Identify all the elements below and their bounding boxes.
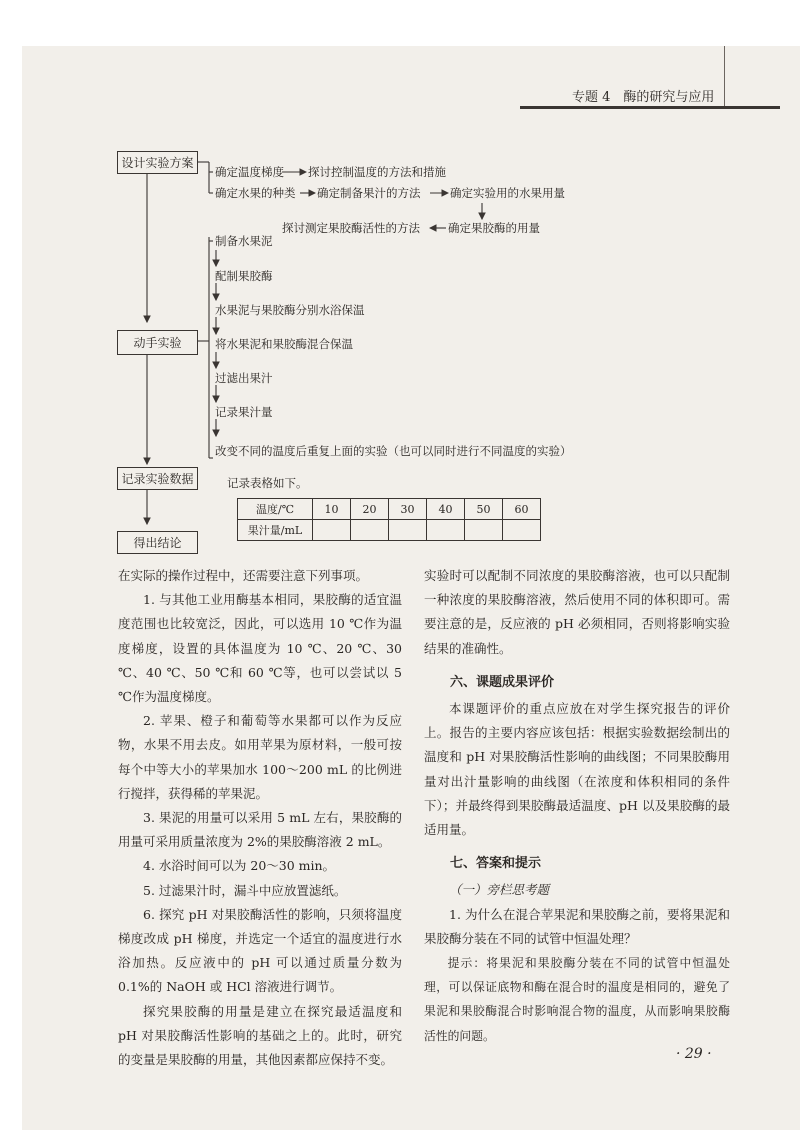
table-cell-empty [503, 520, 541, 541]
plan-fruit-type: 确定水果的种类 [215, 186, 296, 200]
paragraph: 2. 苹果、橙子和葡萄等水果都可以作为反应物，水果不用去皮。如用苹果为原材料，一般可按每个中等大小的苹果加水 100～200 mL 的比例进行搅拌，获得稀的苹果泥。 [118, 713, 402, 801]
exp-step-enzyme: 配制果胶酶 [215, 269, 273, 283]
flow-step-conclusion: 得出结论 [117, 531, 198, 554]
table-row [238, 499, 541, 520]
table-cell-empty [351, 520, 389, 541]
section-heading: 六、课题成果评价 [450, 674, 555, 690]
exp-step-mix: 将水果泥和果胶酶混合保温 [215, 337, 353, 351]
table-cell-empty [465, 520, 503, 541]
exp-step-water-bath: 水果泥与果胶酶分别水浴保温 [215, 303, 365, 317]
exp-step-filter: 过滤出果汁 [215, 371, 273, 385]
plan-juice-method: 确定制备果汁的方法 [317, 186, 421, 200]
plan-temp-gradient: 确定温度梯度 [215, 165, 284, 179]
exp-step-record-juice: 记录果汁量 [215, 405, 273, 419]
paragraph: 5. 过滤果汁时，漏斗中应放置滤纸。 [143, 882, 347, 898]
exp-step-fruit-puree: 制备水果泥 [215, 234, 273, 248]
table-cell: 40 [427, 499, 465, 520]
subsection-label: （一）旁栏思考题 [449, 882, 550, 898]
exp-step-repeat: 改变不同的温度后重复上面的实验（也可以同时进行不同温度的实验） [215, 444, 572, 458]
right-text-column [424, 564, 730, 1048]
paragraph: 探究果胶酶的用量是建立在探究最适温度和 pH 对果胶酶活性影响的基础之上的。此时，研究的变量是果胶酶的用量，其他因素都应保持不变。 [118, 1003, 402, 1068]
subsection-heading [424, 878, 730, 902]
chapter-header: 专题 4 酶的研究与应用 [572, 90, 715, 105]
question: 1. 为什么在混合苹果泥和果胶酶之前，要将果泥和果胶酶分装在不同的试管中恒温处理？ [424, 906, 730, 946]
paragraph: 1. 与其他工业用酶基本相同，果胶酶的适宜温度范围也比较宽泛，因此，可以选用 10 ℃作为温度梯度，设置的具体温度为 10 ℃、20 ℃、30 ℃、40 ℃、50 ℃和 60 ℃等，也可以尝试以 5 ℃作为温度梯度。 [118, 592, 402, 705]
table-cell-empty [389, 520, 427, 541]
table-cell: 60 [503, 499, 541, 520]
flow-step-record: 记录实验数据 [117, 467, 198, 490]
plan-fruit-amount: 确定实验用的水果用量 [450, 186, 565, 200]
table-cell: 20 [351, 499, 389, 520]
section-heading: 七、答案和提示 [450, 856, 542, 872]
plan-enzyme-amount: 确定果胶酶的用量 [448, 221, 540, 235]
table-cell-empty [427, 520, 465, 541]
left-text-column [118, 564, 402, 1072]
paragraph: 6. 探究 pH 对果胶酶活性的影响，只须将温度梯度改成 pH 梯度，并选定一个适宜的温度进行水浴加热。反应液中的 pH 可以通过质量分数为 0.1%的 NaOH 或 HCl 溶液进行调节。 [118, 906, 402, 995]
table-header-temp: 温度/℃ [238, 499, 313, 520]
paragraph: 在实际的操作过程中，还需要注意下列事项。 [118, 568, 369, 583]
table-header-juice: 果汁量/mL [238, 520, 313, 541]
table-cell: 50 [465, 499, 503, 520]
page-number: · 29 · [676, 1046, 712, 1062]
paragraph: 实验时可以配制不同浓度的果胶酶溶液，也可以只配制一种浓度的果胶酶溶液，然后使用不同的体积即可。需要注意的是，反应液的 pH 必须相同，否则将影响实验结果的准确性。 [424, 568, 730, 656]
record-table [237, 498, 541, 541]
plan-activity-method: 探讨测定果胶酶活性的方法 [282, 221, 420, 235]
flow-step-design: 设计实验方案 [117, 151, 198, 174]
paragraph: 3. 果泥的用量可以采用 5 mL 左右，果胶酶的用量可采用质量浓度为 2%的果胶酶溶液 2 mL。 [118, 810, 402, 850]
table-cell: 30 [389, 499, 427, 520]
paragraph: 4. 水浴时间可以为 20～30 min。 [143, 858, 336, 874]
record-note: 记录表格如下。 [227, 476, 308, 490]
table-cell-empty [313, 520, 351, 541]
paragraph: 本课题评价的重点应放在对学生探究报告的评价上。报告的主要内容应该包括：根据实验数据绘制出的温度和 pH 对果胶酶活性影响的曲线图；不同果胶酶用量对出汁量影响的曲线图（在浓度和体积相同的条件下）；并最终得到果胶酶最适温度、pH 以及果胶酶的最适用量。 [424, 701, 730, 838]
answer-hint: 提示：将果泥和果胶酶分装在不同的试管中恒温处理，可以保证底物和酶在混合时的温度是相同的，避免了果泥和果胶酶混合时影响混合物的温度，从而影响果胶酶活性的问题。 [424, 956, 730, 1043]
flow-step-experiment: 动手实验 [117, 330, 198, 355]
table-row [238, 520, 541, 541]
plan-temp-control: 探讨控制温度的方法和措施 [308, 165, 446, 179]
table-cell: 10 [313, 499, 351, 520]
